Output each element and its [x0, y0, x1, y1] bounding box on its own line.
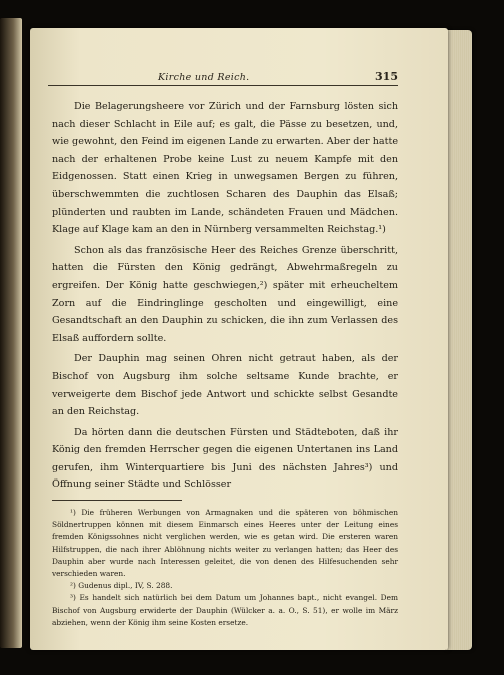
paragraph-1: Die Belagerungsheere vor Zürich und der Farnsburg lösten sich nach dieser Schlacht in Eile auf; es galt, die Pässe zu besetzen, und, wie gewohnt, den Feind im eigenen Lande zu erwarten. Aber der hatte nach der erhaltenen Probe keine Lust zu neuem Kampfe mit den Eidgenossen. Statt einen Krieg in unwegsamen Bergen zu führen, überschwemmten die zuchtlosen Scharen des Dauphin das Elsaß; plünderten und raubten im Lande, schändeten Frauen und Mädchen. Klage auf Klage kam an den in Nürnberg versammelten Reichstag.¹) [52, 101, 398, 236]
header-rule [48, 85, 398, 86]
footnote-rule [52, 500, 182, 501]
paragraph-4: Da hörten dann die deutschen Fürsten und Städteboten, daß ihr König den fremden Herrscher gegen die eigenen Untertanen ins Land gerufen, ihm Winterquartiere bis Juni des nächsten Jahres³) und Öffnung seiner Städte und Schlösser [52, 426, 398, 491]
main-text [52, 98, 398, 629]
running-head [48, 72, 398, 86]
footnote-3: ³) Es handelt sich natürlich bei dem Datum um Johannes bapt., nicht evangel. Dem Bischof von Augsburg erwiderte der Dauphin (Wülcker a. a. O., S. 51), er wolle im März abziehen, wenn der König ihm seine Kosten ersetze. [52, 593, 398, 627]
running-title: Kirche und Reich. [158, 72, 250, 83]
book-left-edge [0, 18, 22, 648]
paragraph-2: Schon als das französische Heer des Reiches Grenze überschritt, hatten die Fürsten den König gedrängt, Abwehrmaßregeln zu ergreifen. Der König hatte geschwiegen,²) später mit erheucheltem Zorn auf die Eindringlinge gescholten und eingewilligt, eine Gesandtschaft an den Dauphin zu schicken, die ihn zum Verlassen des Elsaß auffordern sollte. [52, 244, 398, 344]
paragraph-3: Der Dauphin mag seinen Ohren nicht getraut haben, als der Bischof von Augsburg ihm solche seltsame Kunde brachte, er verweigerte dem Bischof jede Antwort und schickte selbst Gesandte an den Reichstag. [52, 353, 398, 418]
page-stack-edge [446, 30, 472, 650]
footnote-2: ²) Gudenus dipl., IV, S. 288. [70, 581, 173, 591]
footnote-1: ¹) Die früheren Werbungen von Armagnaken und die späteren von böhmischen Söldnertruppen können mit diesem Einmarsch eines Heeres unter der Leitung eines fremden Königssohnes nicht verglichen werden, wie es getan wird. Die ersteren waren Hilfstruppen, die nach ihrer Ablöhnung nichts weiter zu verlangen hatten; das Heer des Dauphin aber wurde nach Interessen geleitet, die von denen des Hilfesuchenden sehr verschieden waren. [52, 508, 398, 579]
page-number: 315 [375, 70, 398, 83]
